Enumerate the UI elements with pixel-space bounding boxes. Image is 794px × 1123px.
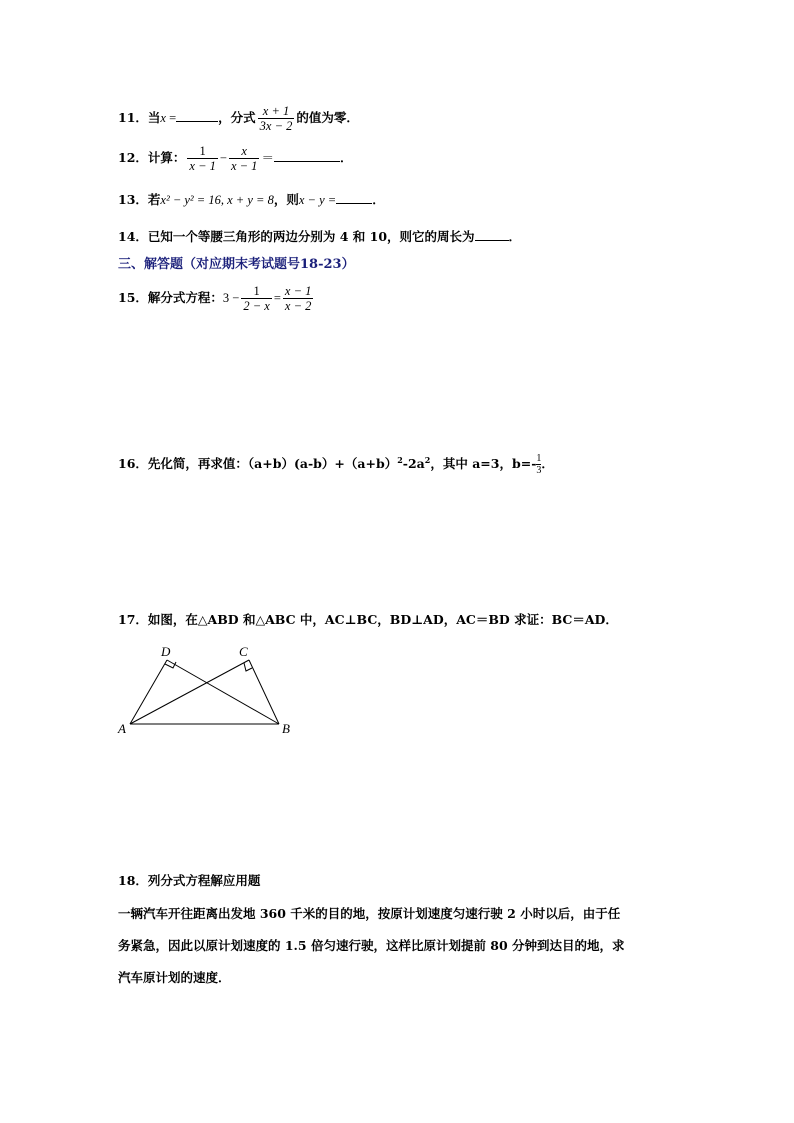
question-14 <box>118 228 521 246</box>
q15-f2-numerator: x − 1 <box>284 284 312 298</box>
question-12 <box>118 144 352 173</box>
segment-CB <box>249 660 279 724</box>
question-17 <box>118 611 618 629</box>
q15-label: 15．解分式方程： <box>118 290 223 305</box>
segment-AC <box>130 660 249 724</box>
q16-text: 16．先化简，再求值：（a+b）(a-b）+（a+b） <box>118 456 398 472</box>
q14-end: ． <box>508 229 522 244</box>
q18-line-2: 务紧急，因此以原计划速度的 1.5 倍匀速行驶，这样比原计划提前 80 分钟到达目的地，求 <box>118 938 625 953</box>
label-A: A <box>118 721 126 736</box>
q18-line-3: 汽车原计划的速度． <box>118 970 231 985</box>
question-11 <box>118 104 359 133</box>
section-heading: 三、解答题（对应期末考试题号18-23） <box>118 257 355 272</box>
segment-DB <box>167 660 279 724</box>
q12-f2-denominator: x − 1 <box>230 159 258 173</box>
q11-equals: = <box>165 111 177 125</box>
q11-mid-text: ，分式 <box>218 110 256 125</box>
q12-f2-numerator: x <box>241 144 247 158</box>
q12-answer-blank[interactable] <box>274 149 340 162</box>
q16-end: ． <box>541 456 554 472</box>
q11-answer-blank[interactable] <box>176 109 218 122</box>
q12-end: ． <box>339 150 353 165</box>
q12-minus: − <box>219 151 227 165</box>
label-C: C <box>239 644 248 659</box>
q12-label: 12．计算： <box>118 150 186 165</box>
question-16 <box>118 451 554 476</box>
q12-fraction-1 <box>187 144 217 173</box>
q16-fraction-numerator: 1 <box>536 453 542 465</box>
q11-label: 11．当 <box>118 110 161 125</box>
q17-text: 17．如图，在△ABD 和△ABC 中，AC⊥BC，BD⊥AD，AC＝BD 求证：BC＝AD． <box>118 612 618 627</box>
q11-fraction <box>258 104 295 133</box>
q13-answer-blank[interactable] <box>336 191 372 204</box>
q15-f1-numerator: 1 <box>253 284 260 298</box>
q15-fraction-2 <box>283 284 313 313</box>
q15-f1-denominator: 2 − x <box>243 299 270 313</box>
question-18-body <box>118 898 625 994</box>
label-D: D <box>161 644 171 659</box>
q15-f2-denominator: x − 2 <box>284 299 312 313</box>
q15-fraction-1 <box>241 284 271 313</box>
question-15 <box>118 284 315 313</box>
label-B: B <box>282 721 290 736</box>
q11-variable: x <box>160 111 166 125</box>
q16-fraction-denominator: 3 <box>536 465 542 477</box>
triangle-figure <box>112 640 302 740</box>
q11-fraction-numerator: x + 1 <box>262 104 290 118</box>
q12-f1-numerator: 1 <box>199 144 206 158</box>
q13-mid: ，则 <box>273 192 299 207</box>
q14-answer-blank[interactable] <box>475 228 509 241</box>
q12-equals: ＝ <box>261 151 274 165</box>
q15-lead: 3 − <box>222 291 240 305</box>
q11-fraction-denominator: 3x − 2 <box>259 119 293 133</box>
q12-fraction-2 <box>229 144 259 173</box>
q16-exponent-2: 2 <box>424 455 431 465</box>
right-angle-mark-D <box>165 662 176 668</box>
q14-text: 14．已知一个等腰三角形的两边分别为 4 和 10，则它的周长为 <box>118 229 475 244</box>
q12-f1-denominator: x − 1 <box>189 159 216 173</box>
question-13 <box>118 191 385 209</box>
q16-exponent: 2 <box>397 455 403 465</box>
q13-condition: x² − y² = 16, x + y = 8 <box>160 193 274 207</box>
q13-end: ． <box>372 192 385 207</box>
q13-target: x − y = <box>298 193 337 207</box>
q18-line-1: 一辆汽车开往距离出发地 360 千米的目的地，按原计划速度匀速行驶 2 小时以后，由于任 <box>118 906 621 921</box>
q11-end-text: 的值为零． <box>296 110 359 125</box>
q16-text-3: ，其中 a=3，b=- <box>430 456 537 472</box>
q13-label: 13．若 <box>118 192 161 207</box>
q16-text-2: -2a <box>402 456 425 472</box>
question-18-title: 18．列分式方程解应用题 <box>118 873 261 888</box>
q15-equals: = <box>273 291 281 305</box>
